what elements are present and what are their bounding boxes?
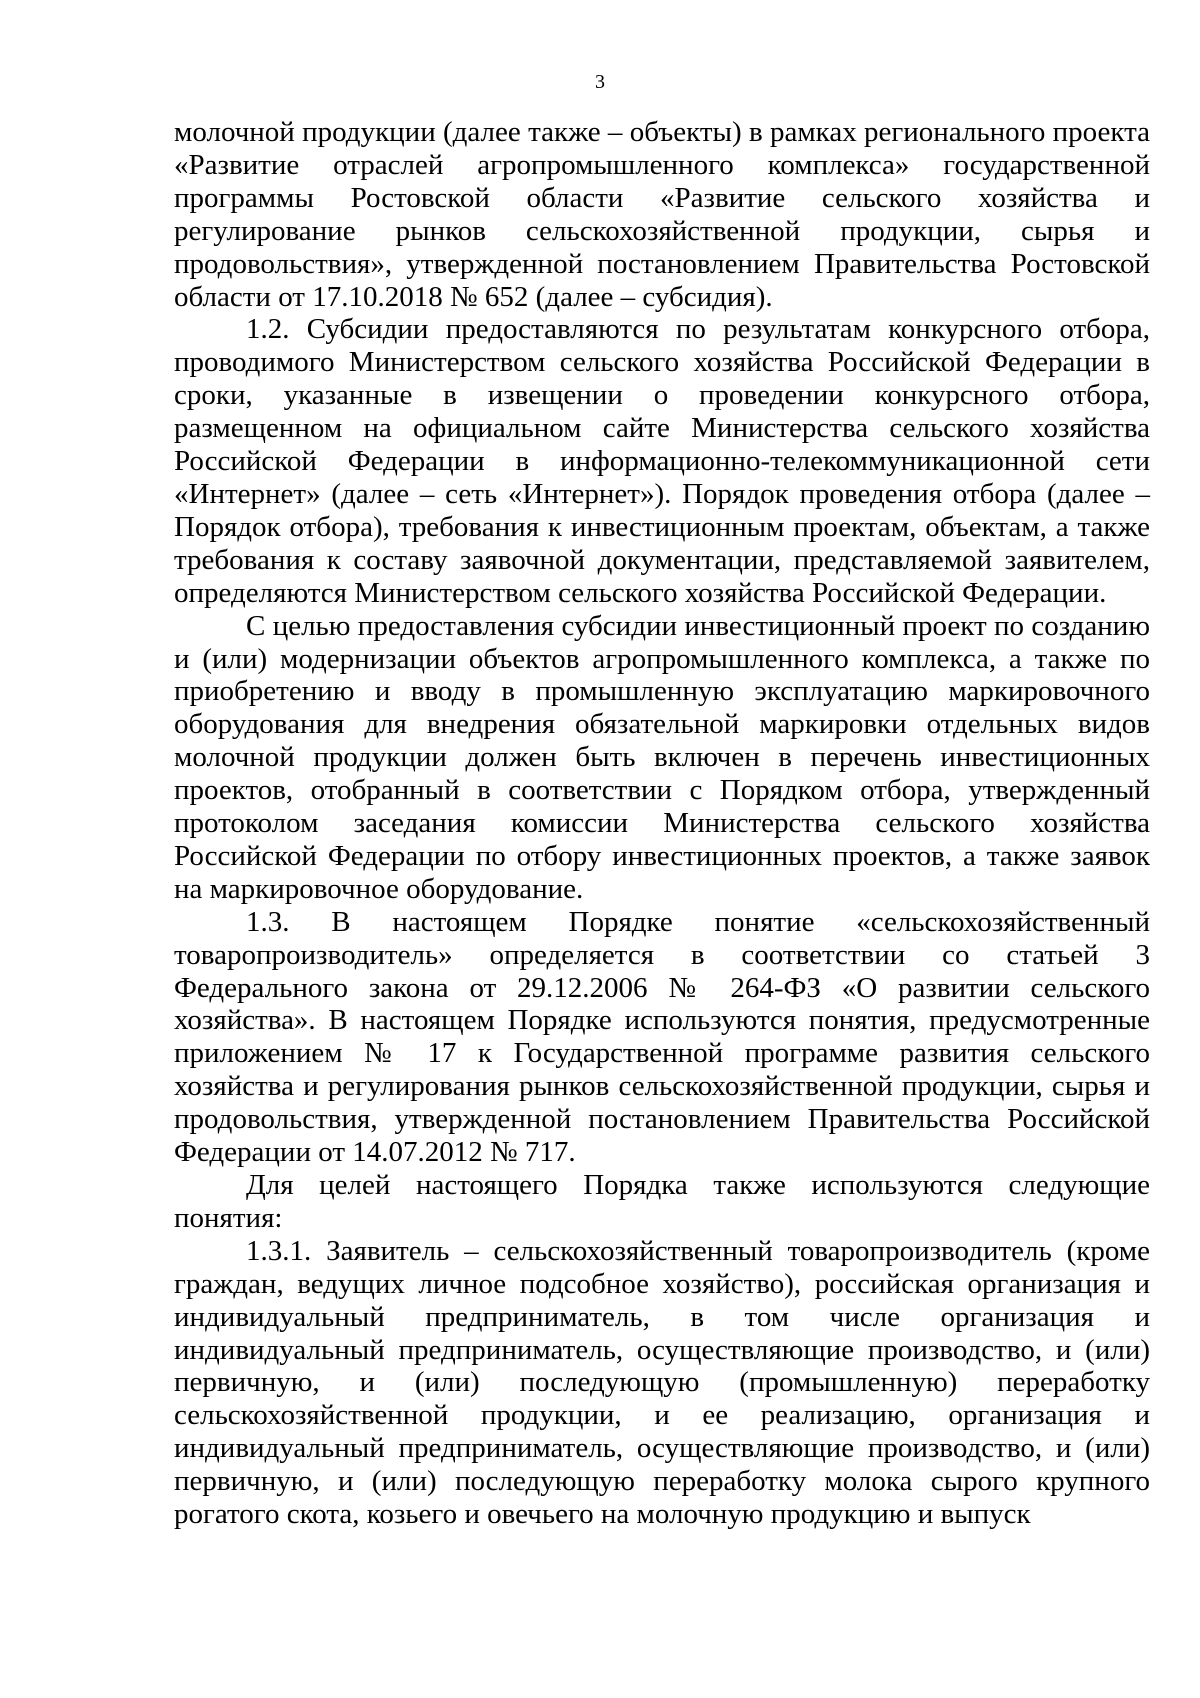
paragraph-1-3-definitions: 1.3. В настоящем Порядке понятие «сельскохозяйственный товаропроизводитель» определяется в соответствии со статьей 3 Федерального закона от 29.12.2006 № 264-ФЗ «О развитии сельского хозяйства». В настоящем Порядке используются понятия, предусмотренные приложением № 17 к Государственной программе развития сельского хозяйства и регулирования рынков сельскохозяйственной продукции, сырья и продовольствия, утвержденной постановлением Правительства Российской Федерации от 14.07.2012 № 717. — [174, 905, 1150, 1169]
paragraph-1-3-1-applicant: 1.3.1. Заявитель – сельскохозяйственный товаропроизводитель (кроме граждан, ведущих личное подсобное хозяйство), российская организация и индивидуальный предприниматель, в том числе организация и индивидуальный предприниматель, осуществляющие производство, и (или) первичную, и (или) последующую (промышленную) переработку сельскохозяйственной продукции, и ее реализацию, организация и индивидуальный предприниматель, осуществляющие производство, и (или) первичную, и (или) последующую переработку молока сырого крупного рогатого скота, козьего и овечьего на молочную продукцию и выпуск — [174, 1234, 1150, 1531]
paragraph-1-2-competitive-selection: 1.2. Субсидии предоставляются по результатам конкурсного отбора, проводимого Министерством сельского хозяйства Российской Федерации в сроки, указанные в извещении о проведении конкурсного отбора, размещенном на официальном сайте Министерства сельского хозяйства Российской Федерации в информационно-телекоммуникационной сети «Интернет» (далее – сеть «Интернет»). Порядок проведения отбора (далее – Порядок отбора), требования к инвестиционным проектам, объектам, а также требования к составу заявочной документации, представляемой заявителем, определяются Министерством сельского хозяйства Российской Федерации. — [174, 313, 1150, 609]
paragraph-investment-project-list: С целью предоставления субсидии инвестиционный проект по созданию и (или) модернизации объектов агропромышленного комплекса, а также по приобретению и вводу в промышленную эксплуатацию маркировочного оборудования для внедрения обязательной маркировки отдельных видов молочной продукции должен быть включен в перечень инвестиционных проектов, отобранный в соответствии с Порядком отбора, утвержденный протоколом заседания комиссии Министерства сельского хозяйства Российской Федерации по отбору инвестиционных проектов, а также заявок на маркировочное оборудование. — [174, 609, 1150, 905]
paragraph-definitions-intro: Для целей настоящего Порядка также используются следующие понятия: — [174, 1169, 1150, 1234]
paragraph-subsidy-definition: молочной продукции (далее также – объекты) в рамках регионального проекта «Развитие отраслей агропромышленного комплекса» государственной программы Ростовской области «Развитие сельского хозяйства и регулирование рынков сельскохозяйственной продукции, сырья и продовольствия», утвержденной постановлением Правительства Ростовской области от 17.10.2018 № 652 (далее – субсидия). — [174, 116, 1150, 313]
document-body — [174, 116, 1150, 1531]
page-number: 3 — [595, 71, 605, 93]
